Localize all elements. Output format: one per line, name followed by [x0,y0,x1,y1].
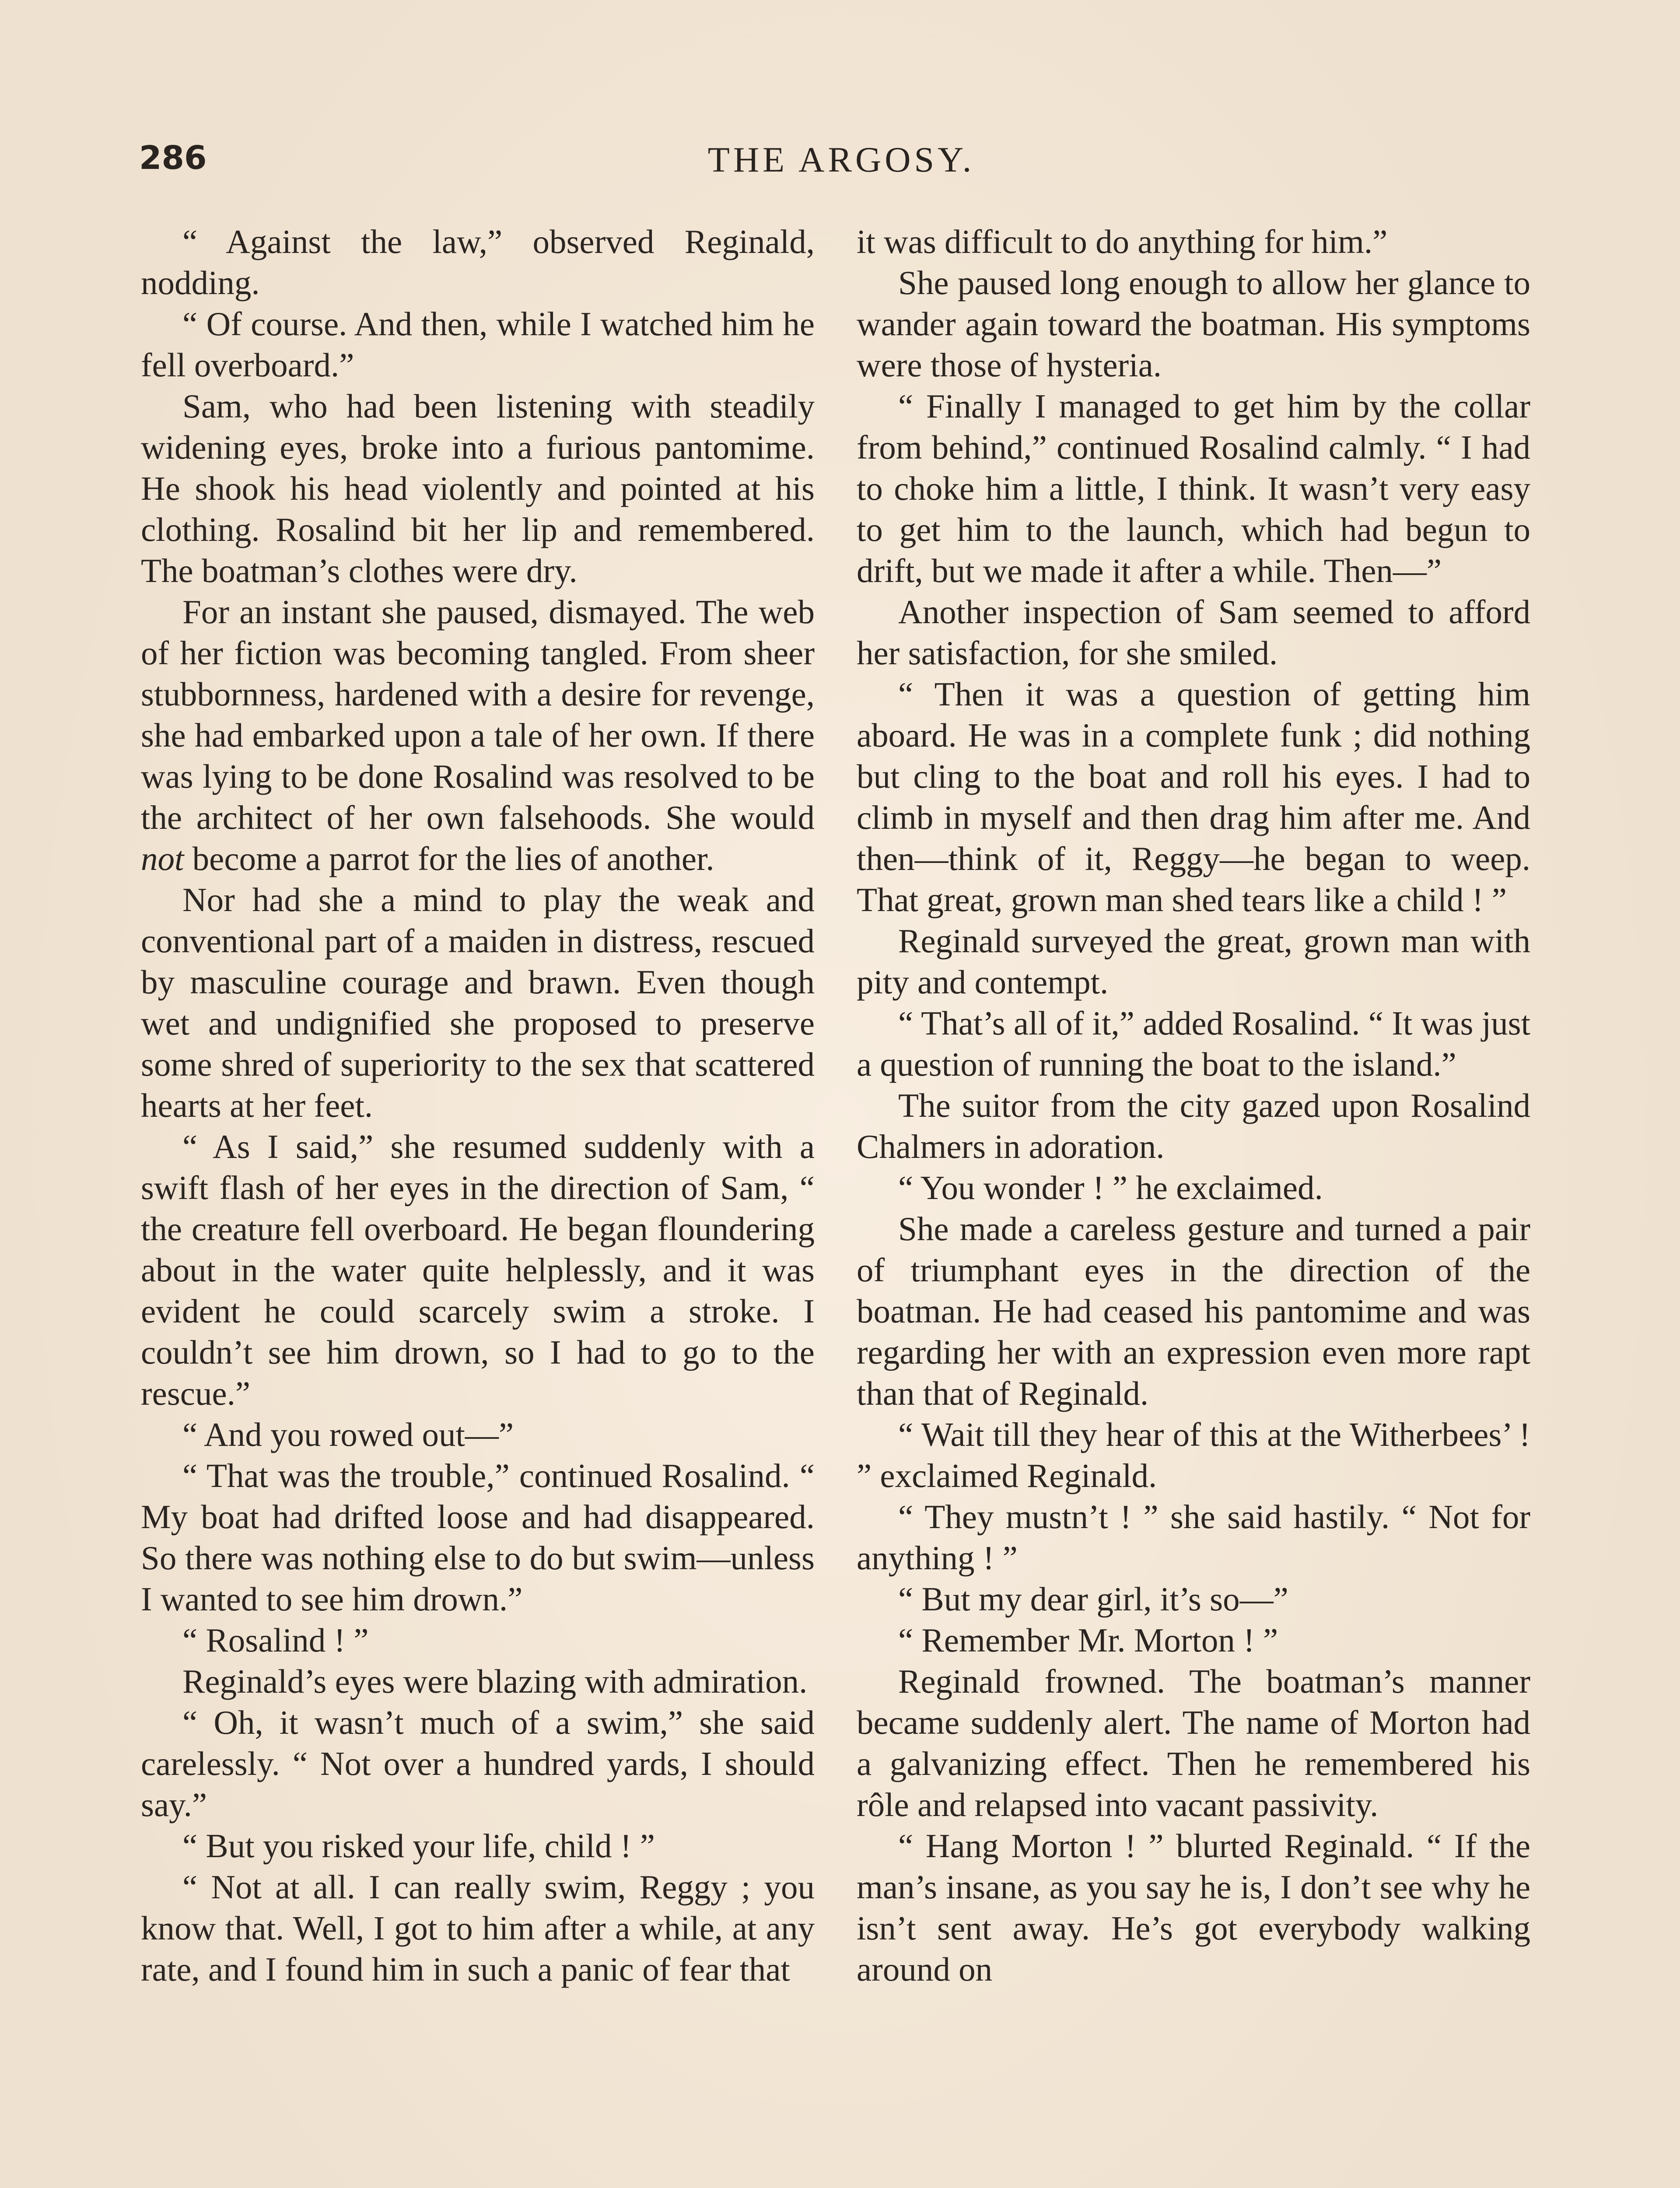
paragraph [857,1208,1530,1414]
paragraph-text: “ Hang Morton ! ” blurted Reginald. “ If the man’s insane, as you say he is, I don’t see why he isn’t sent away. He’s got everybody walking around on [857,1827,1530,1988]
paragraph-text: “ And you rowed out—” [182,1416,514,1453]
paragraph-text: She made a careless gesture and turned a pair of triumphant eyes in the direction of the boatman. He had ceased his pantomime and was regarding her with an expression even more rapt than that of Reginald. [857,1210,1530,1412]
paragraph-text: Reginald surveyed the great, grown man with pity and contempt. [857,922,1530,1001]
paragraph-text: Reginald’s eyes were blazing with admiration. [182,1662,808,1700]
paragraph [857,591,1530,673]
paragraph [857,1620,1530,1661]
running-head: THE ARGOSY. [707,140,975,179]
paragraph-text-continued: become a parrot for the lies of another. [184,840,714,877]
paragraph-text: “ Wait till they hear of this at the Witherbees’ ! ” exclaimed Reginald. [857,1416,1530,1494]
paragraph [141,1455,815,1620]
paragraph [857,386,1530,591]
paragraph-text: The suitor from the city gazed upon Rosalind Chalmers in adoration. [857,1087,1530,1165]
paragraph-text: Another inspection of Sam seemed to afford her satisfaction, for she smiled. [857,593,1530,672]
paragraph [857,1496,1530,1578]
paragraph [857,1661,1530,1825]
right-column [857,221,1530,1990]
paragraph [857,920,1530,1003]
paragraph [141,1661,815,1702]
paragraph-text: “ Finally I managed to get him by the collar from behind,” continued Rosalind calmly. “ I had to choke him a little, I think. It wasn’t very easy to get him to the launch, which had begun to drift, but we made it after a while. Then—” [857,387,1530,589]
paragraph-text: “ They mustn’t ! ” she said hastily. “ Not for anything ! ” [857,1498,1530,1577]
paragraph [141,221,815,303]
paragraph [141,1620,815,1661]
paragraph-text: it was difficult to do anything for him.” [857,223,1388,260]
paragraph [857,221,1530,262]
paragraph-text: “ Then it was a question of getting him aboard. He was in a complete funk ; did nothing but cling to the boat and roll his eyes. I had to climb in myself and then drag him after me. And then—think of it, Reggy—he began to weep. That great, grown man shed tears like a child ! ” [857,675,1530,919]
paragraph [857,1085,1530,1167]
paragraph-text: “ Of course. And then, while I watched him he fell overboard.” [141,305,815,384]
page-number: 286 [139,139,207,177]
paragraph-text: “ You wonder ! ” he exclaimed. [898,1169,1323,1206]
emphasis-text: not [141,840,184,877]
paragraph [857,1578,1530,1620]
paragraph [141,1414,815,1455]
paragraph [141,386,815,591]
paragraph [141,1866,815,1990]
paragraph [141,1702,815,1825]
paragraph-text: Reginald frowned. The boatman’s manner became suddenly alert. The name of Morton had a galvanizing effect. Then he remembered his rôle and relapsed into vacant passivity. [857,1662,1530,1823]
paragraph [141,1825,815,1866]
paragraph [857,673,1530,920]
paragraph-text: She paused long enough to allow her glance to wander again toward the boatman. His symptoms were those of hysteria. [857,264,1530,384]
paragraph-text: For an instant she paused, dismayed. The web of her fiction was becoming tangled. From sheer stubbornness, hardened with a desire for revenge, she had embarked upon a tale of her own. If there was lying to be done Rosalind was resolved to be the architect of her own falsehoods. She would [141,593,815,836]
paragraph [141,1126,815,1414]
paragraph-text: “ Not at all. I can really swim, Reggy ; you know that. Well, I got to him after a while, at any rate, and I found him in such a panic of fear that [141,1868,815,1988]
paragraph-text: “ As I said,” she resumed suddenly with a swift flash of her eyes in the direction of Sam, “ the creature fell overboard. He began floundering about in the water quite helplessly, and it was evident he could scarcely swim a stroke. I couldn’t see him drown, so I had to go to the rescue.” [141,1128,815,1412]
paragraph-text: “ But you risked your life, child ! ” [182,1827,655,1865]
paragraph [141,591,815,879]
paragraph-text: “ But my dear girl, it’s so—” [898,1580,1288,1618]
paragraph [141,303,815,386]
page-header [139,139,1544,192]
paragraph-text: “ Oh, it wasn’t much of a swim,” she said carelessly. “ Not over a hundred yards, I should say.” [141,1704,815,1823]
paragraph [857,1414,1530,1496]
paragraph [857,1825,1530,1990]
paragraph-text: “ Remember Mr. Morton ! ” [898,1621,1278,1659]
paragraph-text: Sam, who had been listening with steadily widening eyes, broke into a furious pantomime. He shook his head violently and pointed at his clothing. Rosalind bit her lip and remembered. The boatman’s clothes were dry. [141,387,815,589]
paragraph-text: Nor had she a mind to play the weak and conventional part of a maiden in distress, rescued by masculine courage and brawn. Even though wet and undignified she proposed to preserve some shred of superiority to the sex that scattered hearts at her feet. [141,881,815,1124]
paragraph [141,879,815,1126]
paragraph-text: “ Against the law,” observed Reginald, nodding. [141,223,815,302]
paragraph-text: “ That’s all of it,” added Rosalind. “ It was just a question of running the boat to the island.” [857,1004,1530,1083]
paragraph [857,262,1530,386]
paragraph-text: “ That was the trouble,” continued Rosalind. “ My boat had drifted loose and had disappeared. So there was nothing else to do but swim—unless I wanted to see him drown.” [141,1457,815,1618]
left-column [141,221,815,1990]
paragraph [857,1167,1530,1208]
paragraph-text: “ Rosalind ! ” [182,1621,369,1659]
paragraph [857,1003,1530,1085]
